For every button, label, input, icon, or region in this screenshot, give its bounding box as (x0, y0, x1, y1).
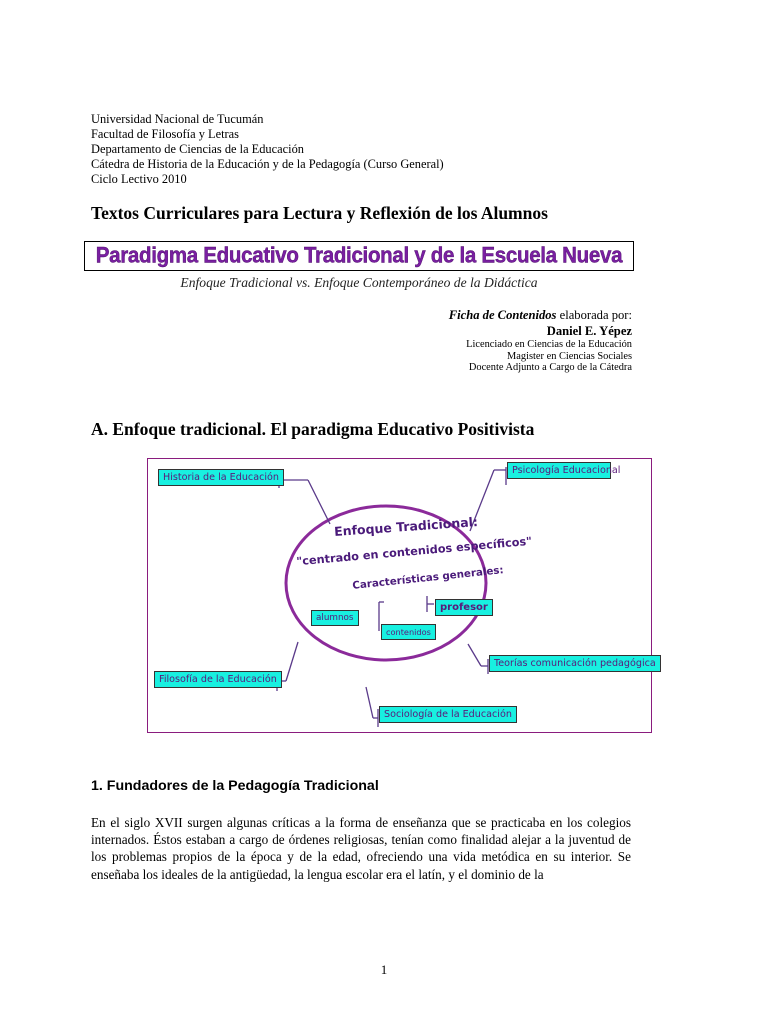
institution-line: Departamento de Ciencias de la Educación (91, 142, 304, 156)
institution-line: Ciclo Lectivo 2010 (91, 172, 187, 186)
page-number: 1 (380, 962, 388, 977)
connector-line (366, 687, 373, 718)
ficha-label: Ficha de Contenidos (448, 308, 557, 322)
concept-diagram (147, 458, 656, 733)
filosofia-box: Filosofía de la Educación (154, 671, 282, 688)
diagram-connectors (148, 459, 653, 734)
connector-line (308, 480, 330, 524)
institution-line: Facultad de Filosofía y Letras (91, 127, 239, 141)
contenidos-box: contenidos (381, 624, 436, 640)
author-name: Daniel E. Yépez (546, 324, 632, 338)
document-title: Paradigma Educativo Tradicional y de la Escuela Nueva (95, 243, 623, 268)
elaborada-label: elaborada por: (556, 308, 632, 322)
teorias-box: Teorías comunicación pedagógica (489, 655, 661, 672)
credits-block (449, 308, 632, 374)
body-paragraph: En el siglo XVII surgen algunas críticas a la forma de enseñanza que se practicaba en los colegios internados. Éstos estaban a cargo de órdenes religiosas, tenían como finalidad alejar a la juventud de los problemas propios de la época y de la edad, ofreciendo una vida metódica en su interior. Se enseñaba los ideales de la antigüedad, la lengua escolar era el latín, y el dominio de la (91, 815, 631, 882)
section-heading: A. Enfoque tradicional. El paradigma Educativo Positivista (91, 419, 535, 439)
historia-box: Historia de la Educación (158, 469, 284, 486)
psicologia-box: Psicología Educacional (507, 462, 611, 479)
author-role: Docente Adjunto a Cargo de la Cátedra (468, 362, 632, 373)
author-role: Magister en Ciencias Sociales (507, 350, 632, 362)
profesor-box: profesor (435, 599, 493, 616)
institution-line: Universidad Nacional de Tucumán (91, 112, 264, 126)
document-subtitle: Enfoque Tradicional vs. Enfoque Contemporáneo de la Didáctica (180, 275, 538, 290)
institution-line: Cátedra de Historia de la Educación y de la Pedagogía (Curso General) (91, 157, 444, 171)
sociologia-box: Sociología de la Educación (379, 706, 517, 723)
author-role: Licenciado en Ciencias de la Educación (466, 339, 632, 350)
credits-line (449, 308, 632, 323)
oval-quote: "centrado en contenidos específicos" (295, 534, 533, 569)
document-subject: Textos Curriculares para Lectura y Reflexión de los Alumnos (91, 203, 548, 223)
alumnos-box: alumnos (311, 610, 359, 626)
oval-title: Enfoque Tradicional: (333, 513, 479, 540)
section-1-heading: 1. Fundadores de la Pedagogía Tradicional (91, 778, 379, 794)
oval-caract: Características generales: (351, 564, 505, 592)
connector-line (468, 644, 481, 666)
connector-line (286, 642, 298, 681)
title-box (84, 241, 634, 271)
institution-header (91, 112, 444, 187)
